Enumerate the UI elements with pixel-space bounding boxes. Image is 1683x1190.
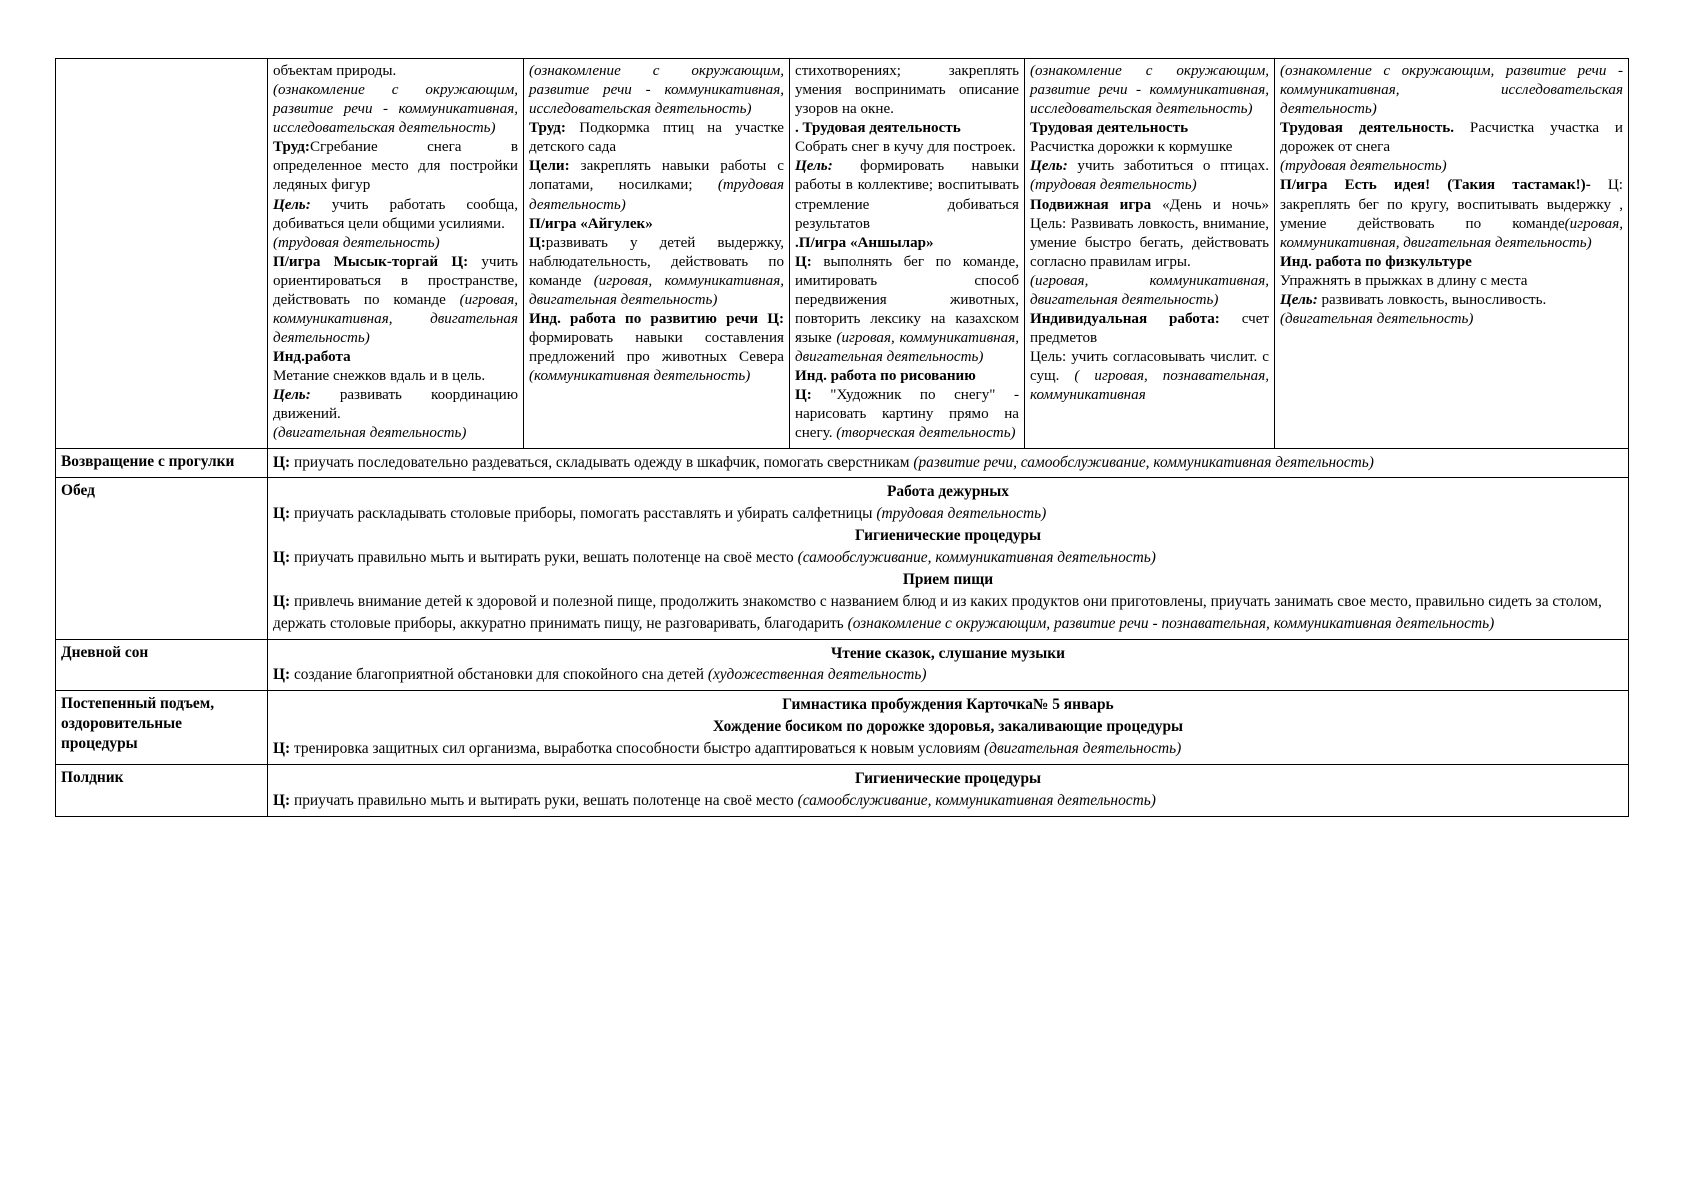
italic-tail: (художественная деятельность) — [707, 666, 927, 684]
text-block — [1280, 272, 1623, 291]
section-heading: Гигиенические процедуры — [854, 769, 1042, 787]
bold-lead: Труд: — [529, 120, 566, 137]
text-block — [273, 253, 518, 348]
section-heading: Хождение босиком по дорожке здоровья, закаливающие процедуры — [712, 718, 1184, 736]
row-label-obed: Обед — [56, 478, 268, 639]
bold-lead: Цели: — [529, 158, 570, 175]
section-heading: Чтение сказок, слушание музыки — [831, 644, 1065, 662]
table-row-activities — [56, 59, 1629, 449]
italic-tail: (трудовая деятельность) — [529, 177, 784, 213]
row-label-activities — [56, 59, 268, 449]
text-block — [273, 424, 518, 443]
italic-tail: (игровая, коммуникативная, двигательная деятельность) — [273, 291, 518, 347]
text-block — [795, 253, 1019, 367]
bold-lead: Ц: — [273, 592, 291, 610]
italic-tail: (ознакомление с окружающим, развитие речи - познавательная, коммуникативная деятельность) — [847, 614, 1495, 632]
bold-italic-lead: Цель: — [1280, 291, 1318, 308]
plain-text: объектам природы. — [273, 63, 397, 79]
activity-cell-3 — [790, 59, 1025, 449]
bold-lead: Индивидуальная работа: — [1030, 311, 1220, 328]
plain-text: тренировка защитных сил организма, выработка способности быстро адаптироваться к новым условиям — [290, 740, 985, 758]
text-block — [1280, 310, 1623, 329]
bold-lead: П/игра Есть идея! (Такия тастамак!)- — [1280, 177, 1591, 194]
text-block — [529, 62, 784, 119]
italic-tail: (трудовая деятельность) — [876, 505, 1047, 523]
row-content-postepennyy-podyem — [268, 691, 1629, 765]
text-block — [795, 386, 1019, 443]
italic-tail: (игровая, коммуникативная, двигательная деятельность) — [795, 330, 1019, 366]
plain-text: приучать последовательно раздеваться, складывать одежду в шкафчик, помогать сверстникам — [290, 453, 914, 471]
plain-text: приучать правильно мыть и вытирать руки, вешать полотенце на своё место — [290, 791, 798, 809]
plain-text: развивать координацию движений. — [273, 387, 518, 423]
text-block — [795, 62, 1019, 119]
plain-text: Расчистка участка и дорожек от снега — [1280, 120, 1623, 156]
bold-lead: . Трудовая деятельность — [795, 120, 961, 137]
plain-text: приучать раскладывать столовые приборы, помогать расставлять и убирать салфетницы — [290, 505, 877, 523]
row-content-poldnik — [268, 764, 1629, 816]
text-block — [273, 591, 1623, 635]
text-block — [795, 138, 1019, 157]
text-block — [273, 348, 518, 367]
plain-text: "Художник по снегу" - нарисовать картину прямо на снегу. — [795, 387, 1019, 442]
table-row — [56, 764, 1629, 816]
row-content-dnevnoy-son — [268, 639, 1629, 691]
row-label-vozvrashchenie: Возвращение с прогулки — [56, 448, 268, 478]
italic-tail: (творческая деятельность) — [836, 425, 1016, 442]
text-block — [1030, 272, 1269, 310]
italic-text: (двигательная деятельность) — [273, 425, 467, 442]
bold-lead: Подвижная игра — [1030, 196, 1152, 213]
plain-text: привлечь внимание детей к здоровой и полезной пище, продолжить знакомство с названием блюд и из каких продуктов они приготовлены, приучать занимать свое место, правильно сидеть за столом, держать столовые приборы, аккуратно принимать пищу, не разговаривать, благодарить — [273, 592, 1602, 632]
bold-lead: П/игра Мысык-торгай Ц: — [273, 253, 469, 270]
section-heading: Гимнастика пробуждения Карточка№ 5 январь — [782, 696, 1114, 714]
italic-tail: (игровая, коммуникативная, двигательная деятельность) — [1280, 215, 1623, 251]
bold-lead: Ц: — [273, 453, 291, 471]
text-block — [273, 790, 1623, 812]
text-block — [273, 234, 518, 253]
bold-lead: Ц: — [273, 666, 291, 684]
activity-cell-5 — [1275, 59, 1629, 449]
activity-cell-1 — [268, 59, 524, 449]
italic-text: (ознакомление с окружающим, развитие речи - коммуникативная, исследовательская деятельность) — [273, 82, 518, 137]
bold-italic-lead: Цель: — [795, 158, 833, 175]
row-label-postepennyy-podyem: Постепенный подъем, оздоровительные процедуры — [56, 691, 268, 765]
bold-lead: П/игра «Айгулек» — [529, 215, 653, 232]
text-block — [1030, 196, 1269, 272]
text-block — [1030, 348, 1269, 405]
bold-lead: Ц: — [273, 791, 291, 809]
table-row — [56, 691, 1629, 765]
italic-tail: (игровая, коммуникативная, двигательная деятельность) — [529, 272, 784, 308]
plain-text: Упражнять в прыжках в длину с места — [1280, 272, 1528, 289]
text-block — [1280, 62, 1623, 119]
bold-italic-lead: Цель: — [273, 387, 311, 404]
italic-text: (трудовая деятельность) — [1280, 158, 1447, 175]
text-block — [529, 157, 784, 214]
text-block — [529, 119, 784, 157]
text-block — [273, 386, 518, 424]
table-row — [56, 478, 1629, 639]
text-block — [273, 738, 1623, 760]
plain-text: закреплять навыки работы с лопатами, носилками; — [529, 158, 784, 194]
bold-lead: Инд. работа по рисованию — [795, 368, 976, 385]
plain-text: учить работать сообща, добиваться цели общими усилиями. — [273, 196, 518, 232]
italic-text: (игровая, коммуникативная, двигательная деятельность) — [1030, 272, 1269, 308]
italic-tail: (развитие речи, самообслуживание, коммуникативная деятельность) — [913, 453, 1374, 471]
plain-text: развивать у детей выдержку, наблюдательность, действовать по команде — [529, 234, 784, 289]
text-block — [1030, 310, 1269, 348]
bold-lead: .П/игра «Аншылар» — [795, 234, 934, 251]
text-block — [1280, 253, 1623, 272]
text-block — [273, 503, 1623, 525]
bold-lead: Трудовая деятельность. — [1280, 120, 1455, 137]
bold-italic-lead: Цель: — [1030, 158, 1068, 175]
section-heading: Гигиенические процедуры — [854, 527, 1042, 545]
italic-tail: (трудовая деятельность) — [1030, 177, 1197, 194]
italic-text: (ознакомление с окружающим, развитие речи - коммуникативная, исследовательская деятельность) — [1280, 63, 1623, 118]
section-heading: Прием пищи — [902, 570, 994, 588]
row-content-vozvrashchenie — [268, 448, 1629, 478]
text-block — [529, 234, 784, 310]
plain-text: развивать ловкость, выносливость. — [1317, 291, 1547, 308]
bold-lead: Ц: — [273, 740, 291, 758]
plain-text: формировать навыки составления предложений про животных Севера — [529, 330, 784, 366]
bold-lead: Труд: — [273, 139, 310, 156]
italic-text: (трудовая деятельность) — [273, 234, 440, 251]
section-heading: Работа дежурных — [887, 483, 1009, 501]
text-block — [795, 367, 1019, 386]
plain-text: Метание снежков вдаль и в цель. — [273, 368, 486, 385]
plain-text: учить ориентироваться в пространстве, действовать по команде — [273, 253, 519, 308]
daily-routine-table — [55, 58, 1629, 817]
text-block — [1280, 176, 1623, 252]
italic-text: (ознакомление с окружающим, развитие речи - коммуникативная, исследовательская деятельность) — [529, 63, 784, 118]
italic-tail: (двигательная деятельность) — [984, 740, 1182, 758]
activity-cell-4 — [1025, 59, 1275, 449]
italic-tail: ( игровая, познавательная, коммуникативная — [1030, 368, 1270, 404]
text-block — [273, 547, 1623, 569]
plain-text: формировать навыки работы в коллективе; воспитывать стремление добиваться результатов — [795, 158, 1019, 232]
row-label-dnevnoy-son: Дневной сон — [56, 639, 268, 691]
plain-text: счет предметов — [1030, 311, 1269, 347]
activity-cell-2 — [524, 59, 790, 449]
text-block — [1030, 119, 1269, 138]
text-block — [273, 138, 518, 195]
row-label-poldnik: Полдник — [56, 764, 268, 816]
plain-text: Расчистка дорожки к кормушке — [1030, 139, 1233, 156]
row-content-obed — [268, 478, 1629, 639]
plain-text: стихотворениях; закреплять умения воспринимать описание узоров на окне. — [795, 63, 1019, 118]
bold-lead: Ц: — [273, 505, 291, 523]
plain-text: приучать правильно мыть и вытирать руки, вешать полотенце на своё место — [290, 549, 798, 567]
text-block — [1280, 157, 1623, 176]
text-block — [273, 81, 518, 138]
plain-text: Подкормка птиц на участке детского сада — [529, 120, 784, 156]
plain-text: создание благоприятной обстановки для спокойного сна детей — [290, 666, 708, 684]
text-block — [795, 234, 1019, 253]
bold-lead: Инд.работа — [273, 349, 351, 366]
italic-tail: (самообслуживание, коммуникативная деятельность) — [797, 791, 1156, 809]
italic-tail: (коммуникативная деятельность) — [529, 368, 751, 385]
plain-text: Цель: учить согласовывать числит. с сущ. — [1030, 349, 1269, 385]
text-block — [273, 62, 518, 81]
bold-lead: Инд. работа по развитию речи Ц: — [529, 311, 784, 328]
text-block — [1030, 138, 1269, 157]
plain-text: учить заботиться о птицах. — [1067, 158, 1269, 175]
plain-text: Собрать снег в кучу для построек. — [795, 139, 1016, 156]
text-block — [273, 664, 1623, 686]
text-block — [1280, 291, 1623, 310]
text-block — [795, 157, 1019, 233]
italic-text: (ознакомление с окружающим, развитие речи - коммуникативная, исследовательская деятельность) — [1030, 63, 1269, 118]
table-body — [56, 59, 1629, 817]
text-block — [1030, 157, 1269, 195]
plain-text: Сгребание снега в определенное место для постройки ледяных фигур — [273, 139, 518, 194]
bold-italic-lead: Цель: — [273, 196, 311, 213]
text-block — [1030, 62, 1269, 119]
bold-lead: Ц: — [529, 234, 546, 251]
text-block — [273, 367, 518, 386]
italic-text: (двигательная деятельность) — [1280, 311, 1474, 328]
text-block — [273, 452, 1623, 474]
plain-text: «День и ночь» Цель: Развивать ловкость, внимание, умение быстро бегать, действовать согласно правилам игры. — [1030, 196, 1269, 270]
text-block — [795, 119, 1019, 138]
bold-lead: Инд. работа по физкультуре — [1280, 253, 1472, 270]
table-row — [56, 448, 1629, 478]
plain-text: Ц: закреплять бег по кругу, воспитывать выдержку , умение действовать по команде — [1280, 177, 1623, 232]
bold-lead: Ц: — [795, 253, 812, 270]
text-block — [273, 196, 518, 234]
plain-text: выполнять бег по команде, имитировать способ передвижения животных, повторить лексику на казахском языке — [795, 253, 1019, 347]
bold-lead: Трудовая деятельность — [1030, 120, 1189, 137]
bold-lead: Ц: — [795, 387, 812, 404]
italic-tail: (самообслуживание, коммуникативная деятельность) — [797, 549, 1156, 567]
table-row — [56, 639, 1629, 691]
bold-lead: Ц: — [273, 549, 291, 567]
text-block — [1280, 119, 1623, 157]
text-block — [529, 215, 784, 234]
text-block — [529, 310, 784, 386]
